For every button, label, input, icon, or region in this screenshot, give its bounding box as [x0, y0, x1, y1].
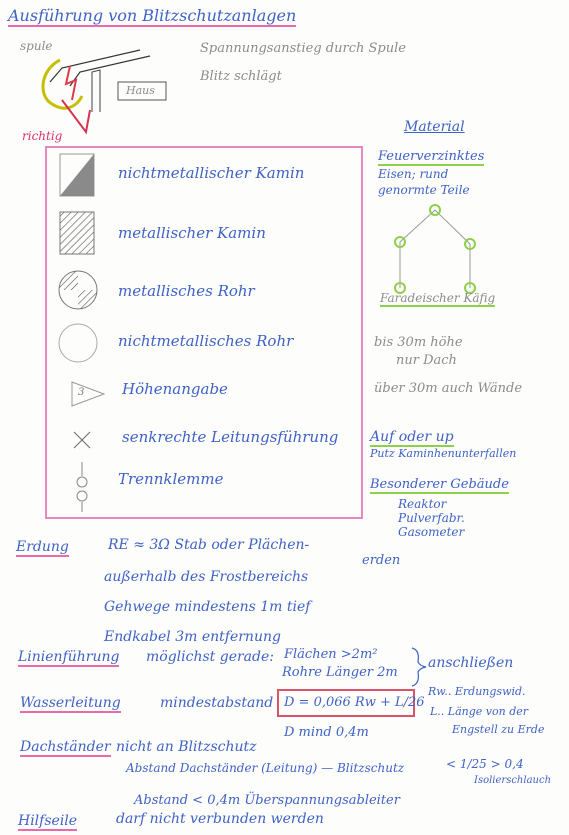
- erdung-line-4: Endkabel 3m entfernung: [104, 629, 281, 645]
- material-line-1: Feuerverzinktes: [378, 149, 485, 164]
- faraday-cage-label: Faradeischer Käfig: [380, 291, 496, 305]
- legend-label-height: Höhenangabe: [122, 380, 228, 398]
- erdung-label: Erdung: [16, 539, 69, 555]
- linien-label: Linienführung: [18, 649, 120, 665]
- linien-anschliessen: anschließen: [428, 655, 514, 671]
- material-line-2: Eisen; rund: [378, 167, 449, 181]
- dach-line-3: Abstand < 0,4m Überspannungsableiter: [134, 793, 400, 808]
- sketch-note-1: Spannungsanstieg durch Spule: [200, 41, 406, 56]
- wasser-dmin: D mind 0,4m: [284, 725, 369, 740]
- spule-label: spule: [20, 39, 53, 53]
- haus-label: Haus: [126, 84, 155, 97]
- hilfs-text: darf nicht verbunden werden: [116, 811, 324, 827]
- height-note-1: bis 30m höhe: [374, 335, 463, 350]
- dach-ratio-2: Isolierschlauch: [474, 775, 552, 786]
- legend-label-nonmetal-pipe: nichtmetallisches Rohr: [118, 332, 294, 350]
- erdung-line-2: außerhalb des Frostbereichs: [104, 569, 309, 585]
- height-note-2: nur Dach: [396, 353, 457, 368]
- linien-text: möglichst gerade:: [146, 649, 274, 665]
- aufoder-text: Putz Kaminhenunterfallen: [370, 447, 517, 460]
- erdung-line-1b: erden: [362, 553, 401, 568]
- legend-label-metal-pipe: metallisches Rohr: [118, 282, 255, 300]
- material-heading: Material: [404, 119, 465, 135]
- legend-label-metal-chimney: metallischer Kamin: [118, 224, 266, 242]
- height-marker-text: 3: [78, 387, 85, 398]
- material-line-3: genormte Teile: [378, 183, 470, 197]
- aufoder-heading: Auf oder up: [370, 429, 454, 445]
- legend-label-clamp: Trennklemme: [118, 470, 224, 488]
- wasser-text: mindestabstand: [160, 695, 274, 711]
- hilfs-label: Hilfseile: [18, 813, 78, 829]
- linien-rohre: Rohre Länger 2m: [282, 665, 398, 680]
- sketch-note-2: Blitz schlägt: [200, 69, 282, 84]
- legend-label-vertical-line: senkrechte Leitungsführung: [122, 428, 339, 446]
- richtig-label: richtig: [22, 129, 63, 143]
- wasser-l2: Engstell zu Erde: [452, 723, 545, 736]
- wasser-rw: Rw.. Erdungswid.: [428, 685, 526, 698]
- wasser-label: Wasserleitung: [20, 695, 121, 711]
- erdung-line-1: RE ≈ 3Ω Stab oder Plächen-: [108, 537, 310, 553]
- linien-flaechen: Flächen >2m²: [284, 647, 378, 662]
- erdung-line-3: Gehwege mindestens 1m tief: [104, 599, 311, 615]
- besondere-line-2: Pulverfabr.: [398, 511, 465, 525]
- besondere-line-3: Gasometer: [398, 525, 465, 539]
- besondere-line-1: Reaktor: [398, 497, 447, 511]
- height-note-3: über 30m auch Wände: [374, 381, 523, 396]
- dach-line-2: Abstand Dachständer (Leitung) — Blitzschutz: [126, 761, 405, 775]
- dach-label: Dachständer: [20, 739, 111, 755]
- wasser-formula: D = 0,066 Rw + L/26: [284, 695, 425, 710]
- dach-ratio: < 1/25 > 0,4: [446, 757, 524, 771]
- page-title: Ausführung von Blitzschutzanlagen: [8, 6, 297, 25]
- wasser-l1: L.. Länge von der: [430, 705, 529, 718]
- legend-label-nonmetal-chimney: nichtmetallischer Kamin: [118, 164, 305, 182]
- dach-text: nicht an Blitzschutz: [116, 739, 257, 755]
- besondere-heading: Besonderer Gebäude: [370, 477, 509, 492]
